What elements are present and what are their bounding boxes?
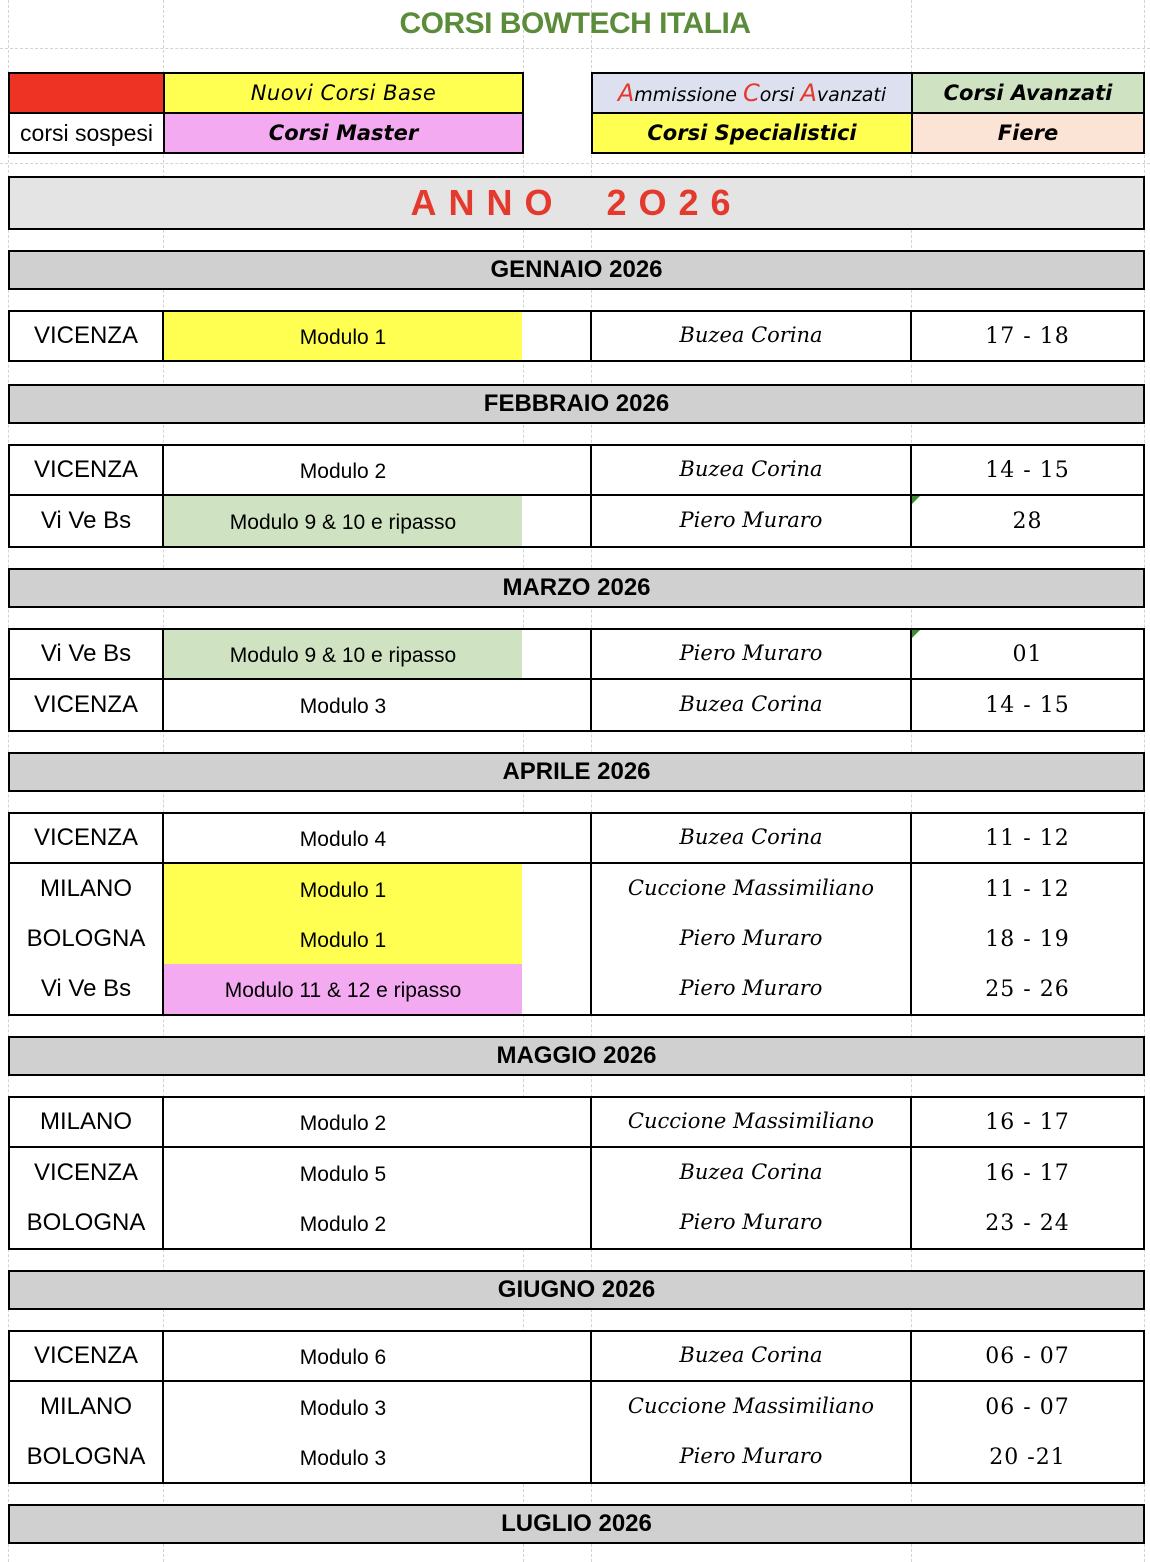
comment-marker-icon bbox=[912, 496, 920, 504]
module-cell: Modulo 2 bbox=[162, 1096, 524, 1148]
spacer-cell bbox=[522, 496, 592, 548]
city-cell: MILANO bbox=[8, 1382, 164, 1434]
legend-nuovi-corsi-base: Nuovi Corsi Base bbox=[163, 72, 524, 114]
teacher-cell: Buzea Corina bbox=[590, 1330, 912, 1382]
module-cell: Modulo 3 bbox=[162, 1432, 524, 1484]
city-cell: MILANO bbox=[8, 864, 164, 916]
module-cell: Modulo 2 bbox=[162, 1198, 524, 1250]
city-cell: VICENZA bbox=[8, 680, 164, 732]
city-cell: BOLOGNA bbox=[8, 1432, 164, 1484]
table-row bbox=[8, 680, 1145, 732]
teacher-cell: Piero Muraro bbox=[590, 1198, 912, 1250]
table-row bbox=[8, 914, 1145, 966]
legend-sospesi-swatch bbox=[8, 72, 165, 114]
module-cell: Modulo 3 bbox=[162, 680, 524, 732]
dates-cell: 18 - 19 bbox=[910, 914, 1145, 966]
dates-cell: 20 -21 bbox=[910, 1432, 1145, 1484]
dates-cell: 16 - 17 bbox=[910, 1096, 1145, 1148]
teacher-cell: Cuccione Massimiliano bbox=[590, 1096, 912, 1148]
month-header: MAGGIO 2026 bbox=[8, 1036, 1145, 1076]
legend-corsi-avanzati: Corsi Avanzati bbox=[911, 72, 1145, 114]
module-cell: Modulo 9 & 10 e ripasso bbox=[162, 496, 524, 548]
city-cell: BOLOGNA bbox=[8, 914, 164, 966]
city-cell: VICENZA bbox=[8, 812, 164, 864]
city-cell: VICENZA bbox=[8, 310, 164, 362]
city-cell: VICENZA bbox=[8, 1330, 164, 1382]
teacher-cell: Piero Muraro bbox=[590, 1432, 912, 1484]
module-cell: Modulo 4 bbox=[162, 812, 524, 864]
module-cell: Modulo 6 bbox=[162, 1330, 524, 1382]
teacher-cell: Cuccione Massimiliano bbox=[590, 864, 912, 916]
legend-corsi-master: Corsi Master bbox=[163, 112, 524, 154]
spacer-cell bbox=[522, 444, 592, 496]
spacer-cell bbox=[522, 864, 592, 916]
dates-cell: 23 - 24 bbox=[910, 1198, 1145, 1250]
grid-line bbox=[0, 163, 1150, 164]
spacer-cell bbox=[522, 1432, 592, 1484]
ammissione-text bbox=[618, 79, 886, 107]
spacer-cell bbox=[522, 680, 592, 732]
city-cell: Vi Ve Bs bbox=[8, 964, 164, 1016]
legend-corsi-specialistici: Corsi Specialistici bbox=[591, 112, 913, 154]
teacher-cell: Buzea Corina bbox=[590, 812, 912, 864]
legend-ammissione-corsi-avanzati bbox=[591, 72, 913, 114]
page-title: CORSI BOWTECH ITALIA bbox=[399, 7, 751, 40]
table-row bbox=[8, 1198, 1145, 1250]
dates-cell: 14 - 15 bbox=[910, 444, 1145, 496]
table-row bbox=[8, 1148, 1145, 1200]
spacer-cell bbox=[522, 812, 592, 864]
teacher-cell: Piero Muraro bbox=[590, 496, 912, 548]
dates-cell: 06 - 07 bbox=[910, 1330, 1145, 1382]
teacher-cell: Piero Muraro bbox=[590, 914, 912, 966]
year-banner: ANNO 2O26 bbox=[8, 176, 1145, 230]
table-row bbox=[8, 310, 1145, 362]
ammissione-initial: A bbox=[800, 79, 817, 107]
comment-marker-icon bbox=[912, 630, 920, 638]
table-row bbox=[8, 964, 1145, 1016]
teacher-cell: Piero Muraro bbox=[590, 628, 912, 680]
spacer-cell bbox=[522, 964, 592, 1016]
teacher-cell: Piero Muraro bbox=[590, 964, 912, 1016]
teacher-cell: Buzea Corina bbox=[590, 310, 912, 362]
module-cell: Modulo 9 & 10 e ripasso bbox=[162, 628, 524, 680]
dates-cell: 25 - 26 bbox=[910, 964, 1145, 1016]
spacer-cell bbox=[522, 628, 592, 680]
dates-cell: 06 - 07 bbox=[910, 1382, 1145, 1434]
module-cell: Modulo 1 bbox=[162, 914, 524, 966]
city-cell: VICENZA bbox=[8, 1148, 164, 1200]
teacher-cell: Cuccione Massimiliano bbox=[590, 1382, 912, 1434]
ammissione-initial: A bbox=[617, 79, 635, 107]
table-row bbox=[8, 1432, 1145, 1484]
city-cell: BOLOGNA bbox=[8, 1198, 164, 1250]
dates-cell: 11 - 12 bbox=[910, 812, 1145, 864]
table-row bbox=[8, 864, 1145, 916]
city-cell: VICENZA bbox=[8, 444, 164, 496]
legend-fiere: Fiere bbox=[911, 112, 1145, 154]
city-cell: MILANO bbox=[8, 1096, 164, 1148]
spacer-cell bbox=[522, 1096, 592, 1148]
teacher-cell: Buzea Corina bbox=[590, 680, 912, 732]
city-cell: Vi Ve Bs bbox=[8, 628, 164, 680]
module-cell: Modulo 2 bbox=[162, 444, 524, 496]
dates-cell: 17 - 18 bbox=[910, 310, 1145, 362]
module-cell: Modulo 1 bbox=[162, 310, 524, 362]
dates-cell: 14 - 15 bbox=[910, 680, 1145, 732]
dates-cell: 11 - 12 bbox=[910, 864, 1145, 916]
month-header: LUGLIO 2026 bbox=[8, 1504, 1145, 1544]
dates-cell: 16 - 17 bbox=[910, 1148, 1145, 1200]
teacher-cell: Buzea Corina bbox=[590, 444, 912, 496]
teacher-cell: Buzea Corina bbox=[590, 1148, 912, 1200]
month-header: MARZO 2026 bbox=[8, 568, 1145, 608]
city-cell: Vi Ve Bs bbox=[8, 496, 164, 548]
table-row bbox=[8, 628, 1145, 680]
ammissione-initial: C bbox=[743, 79, 760, 107]
dates-cell: 01 bbox=[910, 628, 1145, 680]
spacer-cell bbox=[522, 914, 592, 966]
table-row bbox=[8, 1330, 1145, 1382]
table-row bbox=[8, 812, 1145, 864]
table-row bbox=[8, 1382, 1145, 1434]
module-cell: Modulo 3 bbox=[162, 1382, 524, 1434]
module-cell: Modulo 1 bbox=[162, 864, 524, 916]
month-header: APRILE 2026 bbox=[8, 752, 1145, 792]
month-header: GIUGNO 2026 bbox=[8, 1270, 1145, 1310]
spacer-cell bbox=[522, 1330, 592, 1382]
grid-line bbox=[0, 48, 1150, 49]
spacer-cell bbox=[522, 1148, 592, 1200]
legend-sospesi-label: corsi sospesi bbox=[8, 112, 165, 154]
dates-cell: 28 bbox=[910, 496, 1145, 548]
spacer-cell bbox=[522, 1198, 592, 1250]
spacer-cell bbox=[522, 310, 592, 362]
table-row bbox=[8, 1096, 1145, 1148]
month-header: FEBBRAIO 2026 bbox=[8, 384, 1145, 424]
table-row bbox=[8, 444, 1145, 496]
table-row bbox=[8, 496, 1145, 548]
ammissione-word: mmissione bbox=[634, 84, 744, 106]
ammissione-word: orsi bbox=[759, 84, 801, 106]
month-header: GENNAIO 2026 bbox=[8, 250, 1145, 290]
ammissione-word: vanzati bbox=[816, 84, 887, 106]
spacer-cell bbox=[522, 1382, 592, 1434]
module-cell: Modulo 11 & 12 e ripasso bbox=[162, 964, 524, 1016]
module-cell: Modulo 5 bbox=[162, 1148, 524, 1200]
